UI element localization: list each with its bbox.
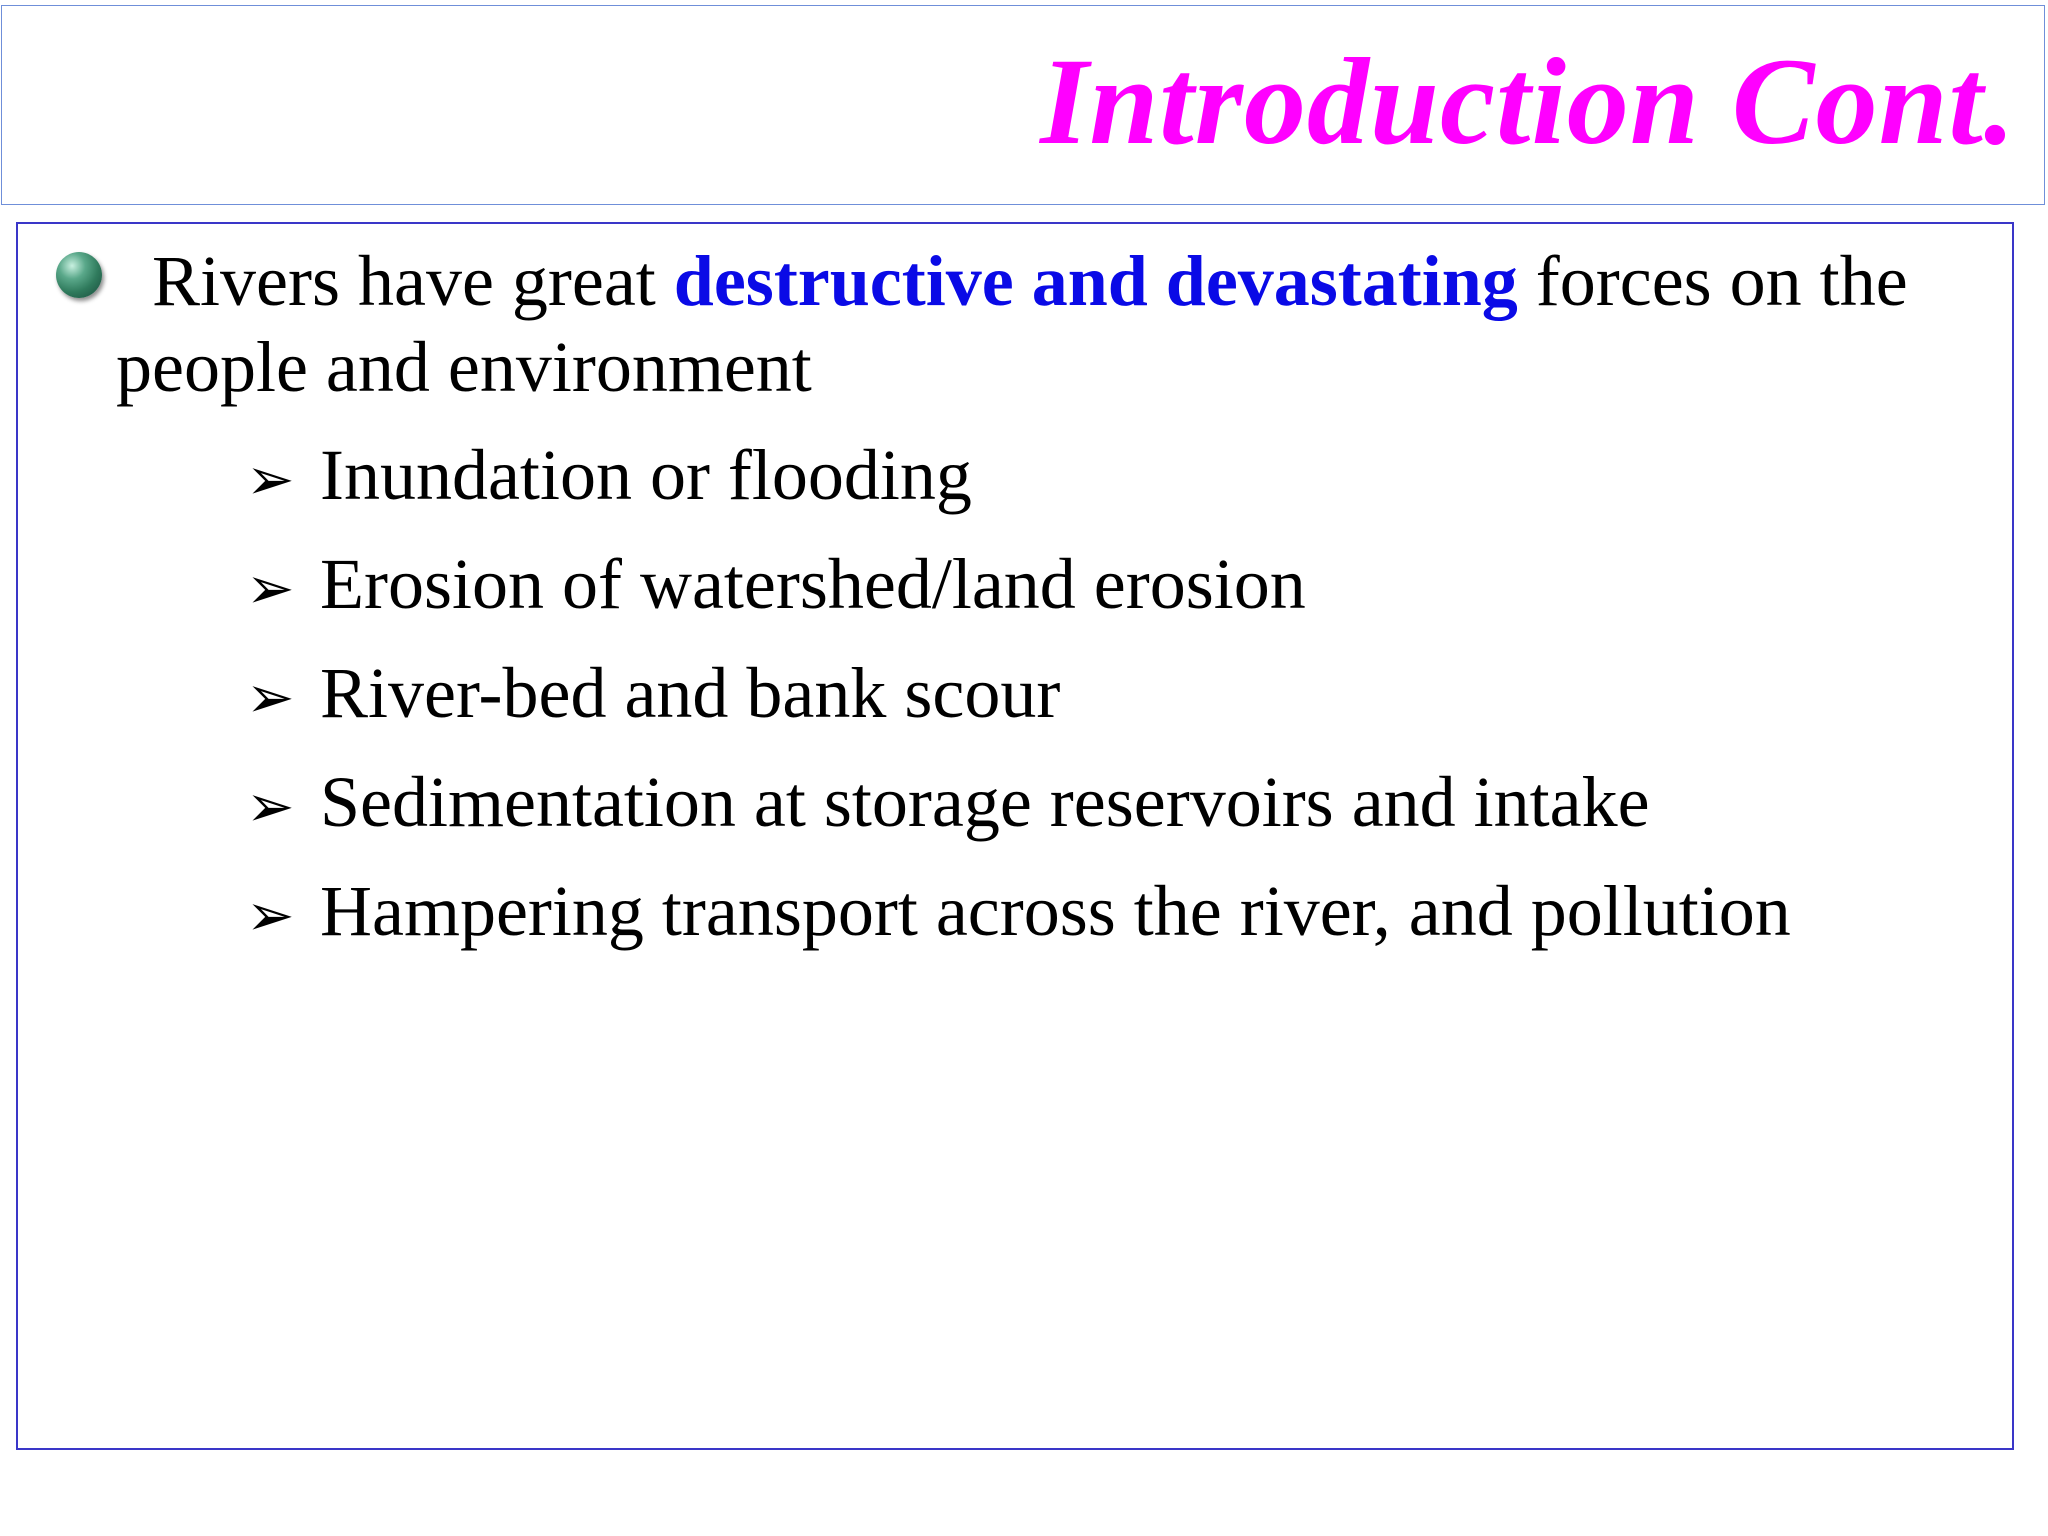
list-item-text: Inundation or flooding xyxy=(320,435,972,515)
intro-suffix: forces on the people and environment xyxy=(116,241,1908,407)
arrowhead-bullet-icon: ➢ xyxy=(246,445,295,513)
list-item-text: River-bed and bank scour xyxy=(320,653,1061,733)
intro-emphasis: destructive and devastating xyxy=(673,241,1518,321)
list-item-text: Hampering transport across the river, and pollution xyxy=(320,871,1791,951)
slide-title: Introduction Cont. xyxy=(1040,33,2016,170)
list-item xyxy=(246,423,1791,532)
arrowhead-bullet-icon: ➢ xyxy=(246,554,295,622)
list-item-text: Sedimentation at storage reservoirs and intake xyxy=(320,762,1650,842)
list-item xyxy=(246,641,1791,750)
list-item xyxy=(246,859,1791,968)
arrowhead-bullet-icon: ➢ xyxy=(246,663,295,731)
sub-bullet-list xyxy=(246,423,1791,968)
title-box xyxy=(1,5,2045,205)
list-item xyxy=(246,750,1791,859)
sphere-bullet-icon xyxy=(56,252,102,298)
list-item xyxy=(246,532,1791,641)
arrowhead-bullet-icon: ➢ xyxy=(246,881,295,949)
arrowhead-bullet-icon: ➢ xyxy=(246,772,295,840)
intro-prefix: Rivers have great xyxy=(152,241,674,321)
intro-paragraph xyxy=(116,238,1996,410)
content-box xyxy=(16,222,2014,1450)
list-item-text: Erosion of watershed/land erosion xyxy=(320,544,1306,624)
